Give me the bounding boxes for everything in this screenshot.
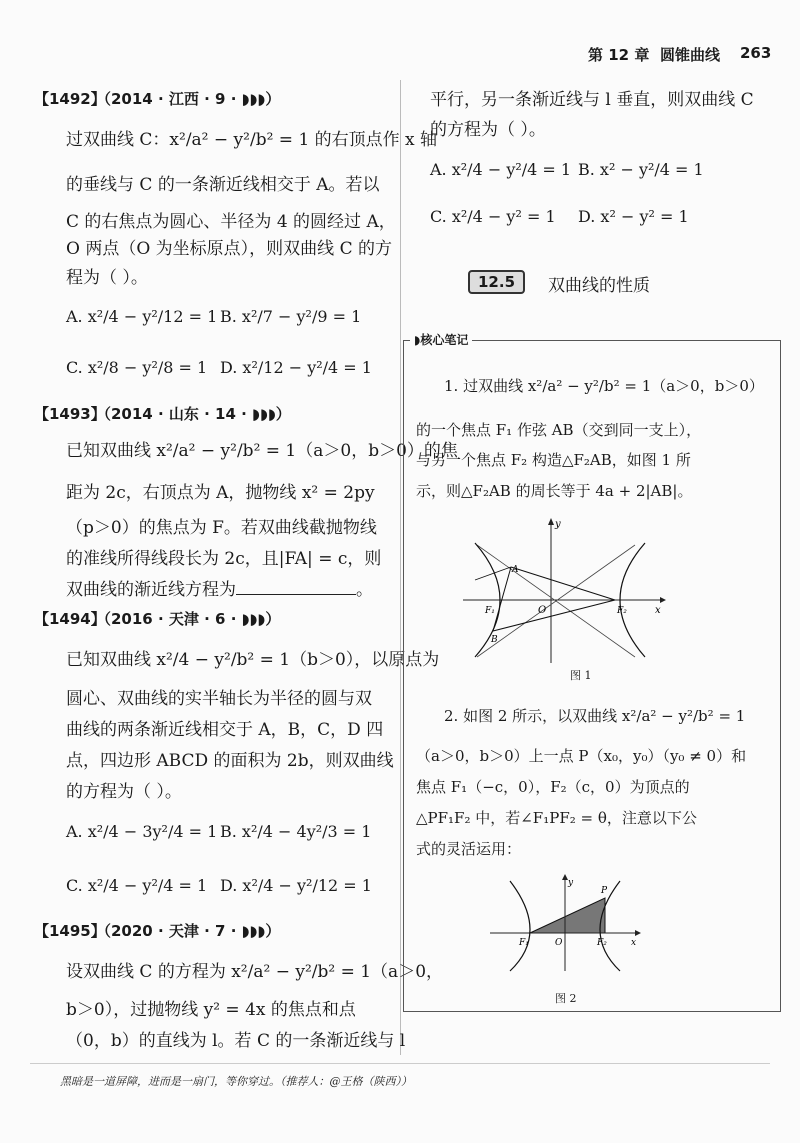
note1-line: 的一个焦点 F₁ 作弦 AB（交到同一支上）， [416,421,702,439]
p1493-line: 的准线所得线段长为 2c，且|FA| = c，则 [66,549,382,569]
p1494-line: 已知双曲线 x²/4 − y²/b² = 1（b＞0），以原点为 [66,650,440,670]
figure-2-caption: 图 2 [555,992,577,1005]
fig2-origin-label: O [555,938,563,948]
note1-line: 示，则△F₂AB 的周长等于 4a + 2|AB|。 [416,482,693,500]
problem-id: 【1492】 [34,90,106,108]
footer-rule [30,1063,770,1064]
option-b: B. x²/4 − 4y²/3 = 1 [220,822,372,841]
figure-1 [455,515,670,665]
fig2-y-label: y [568,878,574,888]
p1495-line: （0，b）的直线为 l。若 C 的一条渐近线与 l [66,1031,406,1051]
fig1-f2-label: F₂ [617,606,627,616]
fig1-x-label: x [655,605,661,616]
problem-id: 【1495】 [34,922,106,940]
p1493-line: （p＞0）的焦点为 F。若双曲线截抛物线 [66,518,377,538]
problem-id: 【1493】 [34,405,106,423]
p1494-line: 圆心、双曲线的实半轴长为半径的圆与双 [66,689,372,709]
end-mark: 。 [356,580,373,600]
column-divider [400,80,401,1055]
note2-line: （a＞0，b＞0）上一点 P（x₀，y₀）（y₀ ≠ 0）和 [416,747,747,765]
chapter-title: 圆锥曲线 [660,46,721,64]
page-number: 263 [740,44,772,62]
p1494-line: 曲线的两条渐近线相交于 A，B，C，D 四 [66,720,384,740]
fig2-f1-label: F₁ [519,938,529,948]
p1492-line: 的垂线与 C 的一条渐近线相交于 A。若以 [66,175,380,195]
option-c: C. x²/4 − y² = 1 [430,207,556,226]
p1493-line [66,580,373,600]
note2-line: △PF₁F₂ 中，若∠F₁PF₂ = θ，注意以下公 [416,809,697,827]
p1495-line: 的方程为（ ）。 [430,120,546,140]
note1-line: 1. 过双曲线 x²/a² − y²/b² = 1（a＞0，b＞0） [444,377,764,395]
note1-line: 与另一个焦点 F₂ 构造△F₂AB，如图 1 所 [416,451,691,469]
option-d: D. x²/4 − y²/12 = 1 [220,876,372,895]
option-a: A. x²/4 − 3y²/4 = 1 [66,822,218,841]
option-a: A. x²/4 − y²/12 = 1 [66,307,218,326]
fig1-f1-label: F₁ [485,606,495,616]
fig2-p-label: P [601,886,608,896]
notes-icon: ◗ [414,333,421,347]
fig1-b-label: B [491,635,498,645]
option-c: C. x²/4 − y²/4 = 1 [66,876,208,895]
section-title: 双曲线的性质 [548,276,650,296]
p1495-line: b＞0），过抛物线 y² = 4x 的焦点和点 [66,1000,356,1020]
p1492-line: O 两点（O 为坐标原点），则双曲线 C 的方 [66,239,392,259]
option-b: B. x²/7 − y²/9 = 1 [220,307,362,326]
footer-quote: 黑暗是一道屏障，进而是一扇门，等你穿过。（推荐人：@王格（陕西）） [60,1075,412,1088]
p1494-line: 的方程为（ ）。 [66,782,182,802]
problem-source: （2020 · 天津 · 7 · ◗◗◗） [96,922,281,940]
problem-source: （2014 · 江西 · 9 · ◗◗◗） [96,90,281,108]
fig2-f2-label: F₂ [597,938,607,948]
core-notes-label: ◗核心笔记 [410,331,472,348]
option-a: A. x²/4 − y²/4 = 1 [430,160,572,179]
fig1-y-label: y [555,519,561,530]
note2-line: 焦点 F₁（−c，0），F₂（c，0）为顶点的 [416,778,690,796]
p1492-line: 过双曲线 C：x²/a² − y²/b² = 1 的右顶点作 x 轴 [66,130,438,150]
p1493-line: 已知双曲线 x²/a² − y²/b² = 1（a＞0，b＞0）的焦 [66,441,458,461]
note2-line: 2. 如图 2 所示，以双曲线 x²/a² − y²/b² = 1 [444,707,746,725]
p1495-line: 设双曲线 C 的方程为 x²/a² − y²/b² = 1（a＞0， [66,962,444,982]
section-number: 12.5 [468,270,525,294]
p1492-line: C 的右焦点为圆心、半径为 4 的圆经过 A， [66,212,396,232]
problem-source: （2014 · 山东 · 14 · ◗◗◗） [96,405,291,423]
option-b: B. x² − y²/4 = 1 [578,160,704,179]
p1493-last-line: 双曲线的渐近线方程为 [66,580,236,600]
chapter-number: 第 12 章 [588,46,650,64]
p1494-line: 点，四边形 ABCD 的面积为 2b，则双曲线 [66,751,394,771]
note2-line: 式的灵活运用： [416,840,522,858]
problem-source: （2016 · 天津 · 6 · ◗◗◗） [96,610,281,628]
problem-id: 【1494】 [34,610,106,628]
figure-2 [485,873,645,973]
fig1-a-label: A [512,565,519,575]
option-c: C. x²/8 − y²/8 = 1 [66,358,208,377]
p1493-line: 距为 2c，右顶点为 A，抛物线 x² = 2py [66,483,375,503]
fig2-x-label: x [631,938,637,948]
fig1-origin-label: O [538,605,547,616]
figure-1-caption: 图 1 [570,669,592,682]
p1492-line: 程为（ ）。 [66,268,148,288]
p1495-line: 平行，另一条渐近线与 l 垂直，则双曲线 C [430,90,754,110]
option-d: D. x² − y² = 1 [578,207,689,226]
option-d: D. x²/12 − y²/4 = 1 [220,358,372,377]
answer-blank[interactable] [236,580,356,595]
